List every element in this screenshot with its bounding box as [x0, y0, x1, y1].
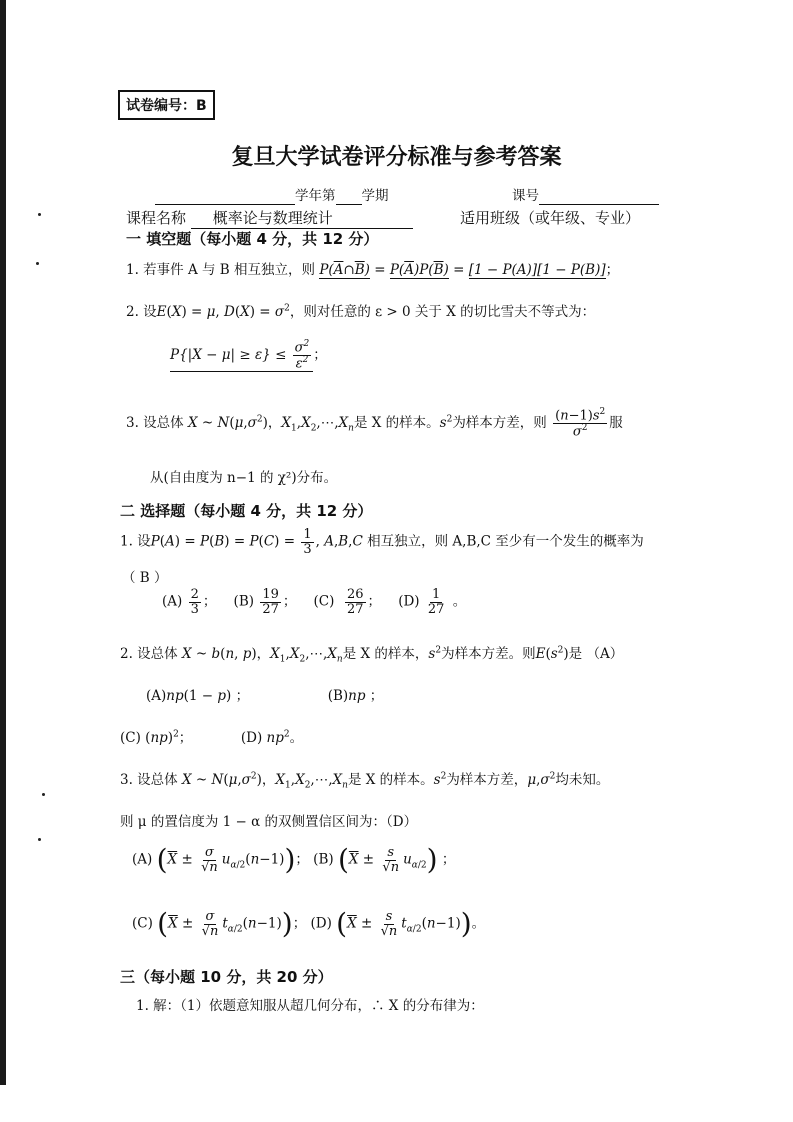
term-label: 学期	[361, 188, 389, 204]
scan-speck	[36, 262, 39, 265]
s2-question-3: 3. 设总体 X ~ $N(\mu,\sigma^2)$，$X_1,X_2,\cdots,X_n$是 X 的样本。$s^2$为样本方差，$\mu,\sigma^2$均未知。	[120, 771, 610, 791]
s1-question-1: 1. 若事件 A 与 B 相互独立，则 $P(\overline{A}\cap\overline{B}) = P(\overline{A})P(\overline{B}) = [1 - P(A)][1 - P(B)]$；	[126, 262, 620, 278]
paper-code-box: 试卷编号：B	[118, 90, 215, 120]
course-no-line	[512, 184, 659, 205]
class-label: 适用班级（或年级、专业）	[460, 209, 641, 227]
page-title: 复旦大学试卷评分标准与参考答案	[231, 144, 562, 170]
course-name-line	[126, 207, 413, 229]
section1-heading: 一 填空题（每小题 4 分，共 12 分）	[126, 230, 379, 248]
s2-question-1-options: (A) $\frac{2}{3}$ ； (B) $\frac{19}{27}$ ； (C) $\frac{26}{27}$ ； (D) $\frac{1}{27}$ 。	[162, 587, 467, 617]
s3-question-1: 1. 解：（1）依题意知服从超几何分布，∴ X 的分布律为：	[136, 998, 484, 1014]
chebyshev-inequality: P{|X − μ| ≥ ε} ≤ $\frac{\sigma^2}{\varepsilon^2}$ ；	[170, 339, 327, 372]
s2-question-2-options-ab: (A)np(1 − p) ； (B)np ；	[146, 688, 384, 704]
course-name: 概率论与数理统计	[191, 207, 413, 229]
s1-question-3-line2: 从(自由度为 n−1 的 χ²)分布。	[150, 470, 338, 486]
s2-question-3-line2: 则 μ 的置信度为 1 − α 的双侧置信区间为：（D）	[120, 814, 418, 830]
scan-speck	[38, 838, 41, 841]
s2-question-1-answer: （ B ）	[122, 570, 168, 586]
course-name-label: 课程名称	[126, 209, 187, 227]
s2-question-2: 2. 设总体 X ~ b(n, p)，$X_1,X_2,\cdots,X_n$是 X 的样本，$s^2$为样本方差。则$E(s^2)$是 （A）	[120, 645, 624, 665]
s2-question-3-options-cd: (C) ($\overline{X}$ ± $\frac{\sigma}{√n}$ $t_{\alpha/2}(n-1)$)； (D) ($\overline{X}$ ± $\frac{s}{√n}$ $t_{\alpha/2}(n-1)$)。	[132, 907, 486, 941]
year-label: 学年第	[295, 188, 336, 204]
section2-heading: 二 选择题（每小题 4 分，共 12 分）	[120, 502, 373, 520]
s1-question-2: 2. 设E(X) = μ, $D(X) = \sigma^2$，则对任意的 ε > 0 关于 X 的切比雪夫不等式为：	[126, 303, 596, 320]
section3-heading: 三（每小题 10 分，共 20 分）	[120, 968, 333, 986]
s1-question-3: 3. 设总体 X ~ $N(\mu,\sigma^2)$，$X_1,X_2,\cdots,X_n$是 X 的样本。$s^2$为样本方差，则 $\frac{(n-1)s^2}{\sigma^2}$ 服	[126, 407, 623, 440]
course-no-label: 课号	[512, 188, 539, 204]
s2-question-1: 1. 设P(A) = P(B) = P(C) = $\frac{1}{3}$ , A,B,C 相互独立，则 A,B,C 至少有一个发生的概率为	[120, 527, 644, 557]
scan-speck	[42, 793, 45, 796]
s2-question-3-options-ab: (A) ($\overline{X}$ ± $\frac{\sigma}{√n}$ $u_{\alpha/2}(n-1)$)； (B) ($\overline{X}$ ± $\frac{s}{√n}$ $u_{\alpha/2}$) ；	[132, 843, 456, 877]
term-line	[155, 184, 389, 205]
scan-speck	[38, 213, 41, 216]
s2-question-2-options-cd: (C) (np)$^2$； (D) $np^2$。	[120, 729, 304, 746]
